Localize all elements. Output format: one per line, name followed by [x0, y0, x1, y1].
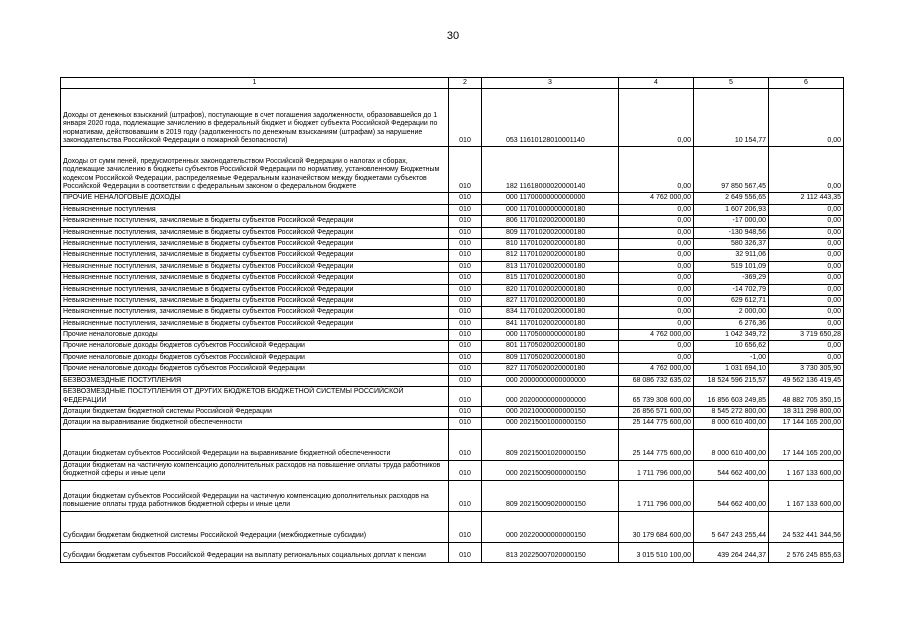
row-unexecuted-cell: 17 144 165 200,00 [769, 418, 844, 429]
row-budget-code-cell: 806 11701020020000180 [482, 216, 619, 227]
row-budget-code-cell: 000 20215009000000150 [482, 460, 619, 480]
row-line-code-cell: 010 [449, 352, 482, 363]
table-row [61, 460, 844, 480]
row-unexecuted-cell: 17 144 165 200,00 [769, 429, 844, 460]
row-name-cell: Невыясненные поступления, зачисляемые в бюджеты субъектов Российской Федерации [61, 250, 449, 261]
row-budget-code-cell: 000 20220000000000150 [482, 511, 619, 542]
row-approved-cell: 0,00 [619, 307, 694, 318]
table-row [61, 318, 844, 329]
row-approved-cell: 0,00 [619, 204, 694, 215]
row-unexecuted-cell: 0,00 [769, 341, 844, 352]
table-row [61, 250, 844, 261]
table-row [61, 261, 844, 272]
row-unexecuted-cell: 48 882 705 350,15 [769, 387, 844, 407]
row-line-code-cell: 010 [449, 407, 482, 418]
row-line-code-cell: 010 [449, 193, 482, 204]
row-name-cell: Дотации бюджетам субъектов Российской Федерации на частичную компенсацию дополнительных расходов на повышение оплаты труда работников бюджетной сферы и иные цели [61, 480, 449, 511]
row-budget-code-cell: 053 11610128010001140 [482, 89, 619, 147]
row-line-code-cell: 010 [449, 460, 482, 480]
row-approved-cell: 4 762 000,00 [619, 364, 694, 375]
row-line-code-cell: 010 [449, 330, 482, 341]
row-line-code-cell: 010 [449, 295, 482, 306]
table-row [61, 273, 844, 284]
row-budget-code-cell: 000 20200000000000000 [482, 387, 619, 407]
row-line-code-cell: 010 [449, 375, 482, 386]
row-name-cell: Дотации бюджетам на частичную компенсацию дополнительных расходов на повышение оплаты труда работников бюджетной сферы и иные цели [61, 460, 449, 480]
row-unexecuted-cell: 0,00 [769, 204, 844, 215]
column-header: 6 [769, 78, 844, 89]
row-line-code-cell: 010 [449, 429, 482, 460]
row-executed-cell: 8 545 272 800,00 [694, 407, 769, 418]
row-budget-code-cell: 827 11701020020000180 [482, 295, 619, 306]
row-name-cell: Субсидии бюджетам субъектов Российской Федерации на выплату региональных социальных доплат к пенсии [61, 542, 449, 562]
table-row [61, 193, 844, 204]
row-approved-cell: 4 762 000,00 [619, 193, 694, 204]
row-line-code-cell: 010 [449, 387, 482, 407]
row-unexecuted-cell: 0,00 [769, 352, 844, 363]
row-name-cell: Доходы от сумм пеней, предусмотренных законодательством Российской Федерации о налогах и сборах, подлежащие зачислению в бюджеты субъектов Российской Федерации по нормативу, установленному Бюджетным кодексом Российской Федерации, распределяемые Федеральным казначейством между бюджетами субъектов Российской Федерации в соответствии с федеральным законом о федеральном бюджете [61, 147, 449, 193]
row-name-cell: БЕЗВОЗМЕЗДНЫЕ ПОСТУПЛЕНИЯ ОТ ДРУГИХ БЮДЖЕТОВ БЮДЖЕТНОЙ СИСТЕМЫ РОССИЙСКОЙ ФЕДЕРАЦИИ [61, 387, 449, 407]
row-executed-cell: -369,29 [694, 273, 769, 284]
row-approved-cell: 0,00 [619, 273, 694, 284]
row-approved-cell: 0,00 [619, 216, 694, 227]
row-budget-code-cell: 801 11705020020000180 [482, 341, 619, 352]
table-row [61, 284, 844, 295]
row-name-cell: Доходы от денежных взысканий (штрафов), поступающие в счет погашения задолженности, образовавшейся до 1 января 2020 года, подлежащие зачислению в федеральный бюджет и бюджет субъекта Российской Федерации по нормативам, действовавшим в 2019 году (задолженность по денежным взысканиям (штрафам) за нарушение законодательства Российской Федерации о пожарной безопасности) [61, 89, 449, 147]
row-approved-cell: 0,00 [619, 284, 694, 295]
row-line-code-cell: 010 [449, 418, 482, 429]
column-header: 1 [61, 78, 449, 89]
row-budget-code-cell: 000 11701000000000180 [482, 204, 619, 215]
row-name-cell: ПРОЧИЕ НЕНАЛОГОВЫЕ ДОХОДЫ [61, 193, 449, 204]
row-unexecuted-cell: 0,00 [769, 307, 844, 318]
row-executed-cell: 629 612,71 [694, 295, 769, 306]
row-budget-code-cell: 182 11618000020000140 [482, 147, 619, 193]
row-approved-cell: 0,00 [619, 352, 694, 363]
row-budget-code-cell: 809 11701020020000180 [482, 227, 619, 238]
row-budget-code-cell: 827 11705020020000180 [482, 364, 619, 375]
column-header: 3 [482, 78, 619, 89]
row-executed-cell: 32 911,06 [694, 250, 769, 261]
row-executed-cell: 2 649 556,65 [694, 193, 769, 204]
row-budget-code-cell: 000 20000000000000000 [482, 375, 619, 386]
row-budget-code-cell: 000 20210000000000150 [482, 407, 619, 418]
row-name-cell: Дотации бюджетам субъектов Российской Федерации на выравнивание бюджетной обеспеченности [61, 429, 449, 460]
row-line-code-cell: 010 [449, 284, 482, 295]
row-budget-code-cell: 000 20215001000000150 [482, 418, 619, 429]
row-line-code-cell: 010 [449, 542, 482, 562]
row-unexecuted-cell: 0,00 [769, 273, 844, 284]
row-name-cell: БЕЗВОЗМЕЗДНЫЕ ПОСТУПЛЕНИЯ [61, 375, 449, 386]
row-executed-cell: 6 276,36 [694, 318, 769, 329]
row-name-cell: Невыясненные поступления, зачисляемые в бюджеты субъектов Российской Федерации [61, 284, 449, 295]
row-executed-cell: 580 326,37 [694, 238, 769, 249]
row-executed-cell: 1 607 206,93 [694, 204, 769, 215]
row-executed-cell: -130 948,56 [694, 227, 769, 238]
row-name-cell: Прочие неналоговые доходы бюджетов субъектов Российской Федерации [61, 341, 449, 352]
table-row [61, 418, 844, 429]
table-row [61, 89, 844, 147]
page-number: 30 [446, 30, 460, 42]
row-executed-cell: 10 656,62 [694, 341, 769, 352]
row-executed-cell: 5 647 243 255,44 [694, 511, 769, 542]
row-unexecuted-cell: 49 562 136 419,45 [769, 375, 844, 386]
table-row [61, 429, 844, 460]
row-line-code-cell: 010 [449, 480, 482, 511]
row-budget-code-cell: 812 11701020020000180 [482, 250, 619, 261]
column-header: 4 [619, 78, 694, 89]
row-executed-cell: 544 662 400,00 [694, 460, 769, 480]
row-executed-cell: -14 702,79 [694, 284, 769, 295]
row-line-code-cell: 010 [449, 216, 482, 227]
table-row [61, 238, 844, 249]
row-budget-code-cell: 809 11705020020000180 [482, 352, 619, 363]
row-approved-cell: 68 086 732 635,02 [619, 375, 694, 386]
row-unexecuted-cell: 2 112 443,35 [769, 193, 844, 204]
row-budget-code-cell: 820 11701020020000180 [482, 284, 619, 295]
row-unexecuted-cell: 0,00 [769, 216, 844, 227]
row-executed-cell: 10 154,77 [694, 89, 769, 147]
row-unexecuted-cell: 3 730 305,90 [769, 364, 844, 375]
row-executed-cell: 544 662 400,00 [694, 480, 769, 511]
column-header: 2 [449, 78, 482, 89]
row-budget-code-cell: 813 11701020020000180 [482, 261, 619, 272]
row-approved-cell: 0,00 [619, 295, 694, 306]
row-approved-cell: 4 762 000,00 [619, 330, 694, 341]
row-name-cell: Дотации бюджетам бюджетной системы Российской Федерации [61, 407, 449, 418]
row-unexecuted-cell: 0,00 [769, 261, 844, 272]
row-executed-cell: 97 850 567,45 [694, 147, 769, 193]
table-row [61, 295, 844, 306]
row-unexecuted-cell: 0,00 [769, 227, 844, 238]
row-unexecuted-cell: 0,00 [769, 147, 844, 193]
table-header-row [61, 78, 844, 89]
row-unexecuted-cell: 0,00 [769, 295, 844, 306]
row-name-cell: Невыясненные поступления, зачисляемые в бюджеты субъектов Российской Федерации [61, 216, 449, 227]
row-budget-code-cell: 809 20215001020000150 [482, 429, 619, 460]
row-unexecuted-cell: 0,00 [769, 318, 844, 329]
row-budget-code-cell: 000 11705000000000180 [482, 330, 619, 341]
row-line-code-cell: 010 [449, 204, 482, 215]
column-header: 5 [694, 78, 769, 89]
row-executed-cell: -17 000,00 [694, 216, 769, 227]
row-approved-cell: 30 179 684 600,00 [619, 511, 694, 542]
row-name-cell: Невыясненные поступления, зачисляемые в бюджеты субъектов Российской Федерации [61, 307, 449, 318]
row-executed-cell: 2 000,00 [694, 307, 769, 318]
row-unexecuted-cell: 24 532 441 344,56 [769, 511, 844, 542]
row-approved-cell: 1 711 796 000,00 [619, 460, 694, 480]
table-row [61, 542, 844, 562]
row-unexecuted-cell: 1 167 133 600,00 [769, 480, 844, 511]
row-approved-cell: 26 856 571 600,00 [619, 407, 694, 418]
row-unexecuted-cell: 3 719 650,28 [769, 330, 844, 341]
row-line-code-cell: 010 [449, 307, 482, 318]
row-approved-cell: 0,00 [619, 89, 694, 147]
row-line-code-cell: 010 [449, 261, 482, 272]
row-line-code-cell: 010 [449, 364, 482, 375]
row-line-code-cell: 010 [449, 227, 482, 238]
table-row [61, 330, 844, 341]
row-budget-code-cell: 815 11701020020000180 [482, 273, 619, 284]
row-name-cell: Невыясненные поступления, зачисляемые в бюджеты субъектов Российской Федерации [61, 318, 449, 329]
row-executed-cell: 519 101,09 [694, 261, 769, 272]
row-approved-cell: 25 144 775 600,00 [619, 429, 694, 460]
row-line-code-cell: 010 [449, 341, 482, 352]
row-budget-code-cell: 810 11701020020000180 [482, 238, 619, 249]
row-line-code-cell: 010 [449, 250, 482, 261]
row-approved-cell: 25 144 775 600,00 [619, 418, 694, 429]
row-name-cell: Прочие неналоговые доходы бюджетов субъектов Российской Федерации [61, 352, 449, 363]
row-unexecuted-cell: 0,00 [769, 238, 844, 249]
row-executed-cell: 16 856 603 249,85 [694, 387, 769, 407]
row-unexecuted-cell: 2 576 245 855,63 [769, 542, 844, 562]
table-row [61, 216, 844, 227]
row-approved-cell: 0,00 [619, 238, 694, 249]
row-approved-cell: 0,00 [619, 318, 694, 329]
row-unexecuted-cell: 0,00 [769, 89, 844, 147]
row-unexecuted-cell: 1 167 133 600,00 [769, 460, 844, 480]
table-row [61, 407, 844, 418]
row-line-code-cell: 010 [449, 273, 482, 284]
row-name-cell: Невыясненные поступления [61, 204, 449, 215]
row-approved-cell: 0,00 [619, 341, 694, 352]
table-row [61, 341, 844, 352]
row-approved-cell: 65 739 308 600,00 [619, 387, 694, 407]
table-row [61, 352, 844, 363]
row-name-cell: Прочие неналоговые доходы бюджетов субъектов Российской Федерации [61, 364, 449, 375]
row-approved-cell: 3 015 510 100,00 [619, 542, 694, 562]
row-budget-code-cell: 813 20225007020000150 [482, 542, 619, 562]
row-line-code-cell: 010 [449, 147, 482, 193]
row-budget-code-cell: 809 20215009020000150 [482, 480, 619, 511]
row-executed-cell: 1 031 694,10 [694, 364, 769, 375]
table-row [61, 480, 844, 511]
row-name-cell: Невыясненные поступления, зачисляемые в бюджеты субъектов Российской Федерации [61, 273, 449, 284]
row-approved-cell: 0,00 [619, 250, 694, 261]
row-name-cell: Невыясненные поступления, зачисляемые в бюджеты субъектов Российской Федерации [61, 261, 449, 272]
row-name-cell: Субсидии бюджетам бюджетной системы Российской Федерации (межбюджетные субсидии) [61, 511, 449, 542]
row-name-cell: Прочие неналоговые доходы [61, 330, 449, 341]
row-executed-cell: 8 000 610 400,00 [694, 418, 769, 429]
row-budget-code-cell: 841 11701020020000180 [482, 318, 619, 329]
table-row [61, 511, 844, 542]
table-row [61, 364, 844, 375]
row-approved-cell: 0,00 [619, 261, 694, 272]
revenue-table [60, 77, 844, 563]
row-name-cell: Невыясненные поступления, зачисляемые в бюджеты субъектов Российской Федерации [61, 295, 449, 306]
row-approved-cell: 0,00 [619, 227, 694, 238]
row-line-code-cell: 010 [449, 511, 482, 542]
row-line-code-cell: 010 [449, 318, 482, 329]
row-budget-code-cell: 834 11701020020000180 [482, 307, 619, 318]
row-name-cell: Невыясненные поступления, зачисляемые в бюджеты субъектов Российской Федерации [61, 227, 449, 238]
row-executed-cell: 1 042 349,72 [694, 330, 769, 341]
row-line-code-cell: 010 [449, 238, 482, 249]
row-executed-cell: -1,00 [694, 352, 769, 363]
row-executed-cell: 18 524 596 215,57 [694, 375, 769, 386]
row-name-cell: Дотации на выравнивание бюджетной обеспеченности [61, 418, 449, 429]
table-row [61, 375, 844, 386]
row-unexecuted-cell: 0,00 [769, 250, 844, 261]
row-name-cell: Невыясненные поступления, зачисляемые в бюджеты субъектов Российской Федерации [61, 238, 449, 249]
table-row [61, 204, 844, 215]
row-budget-code-cell: 000 11700000000000000 [482, 193, 619, 204]
table-row [61, 307, 844, 318]
row-executed-cell: 439 264 244,37 [694, 542, 769, 562]
row-approved-cell: 0,00 [619, 147, 694, 193]
row-unexecuted-cell: 18 311 298 800,00 [769, 407, 844, 418]
row-executed-cell: 8 000 610 400,00 [694, 429, 769, 460]
table-row [61, 227, 844, 238]
table-row [61, 387, 844, 407]
table-row [61, 147, 844, 193]
row-line-code-cell: 010 [449, 89, 482, 147]
row-approved-cell: 1 711 796 000,00 [619, 480, 694, 511]
row-unexecuted-cell: 0,00 [769, 284, 844, 295]
